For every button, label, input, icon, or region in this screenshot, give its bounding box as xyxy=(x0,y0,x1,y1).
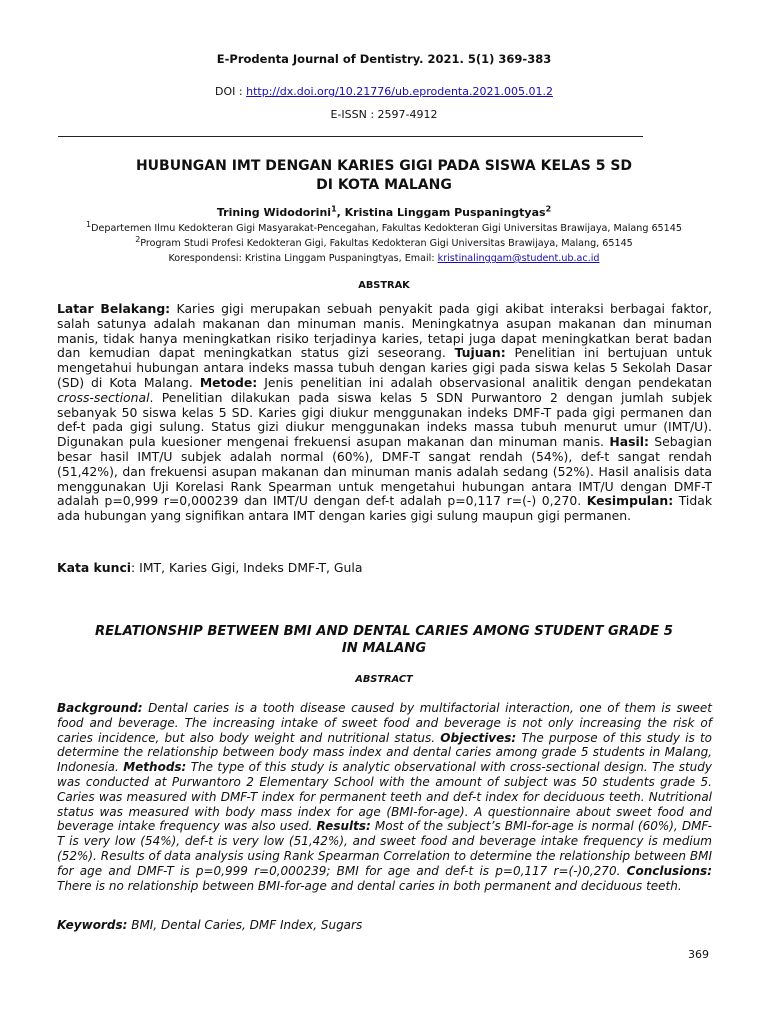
results-label: Results: xyxy=(316,819,371,834)
issn-line: E-ISSN : 2597-4912 xyxy=(330,108,438,121)
objectives-text: The purpose of this study is to determine the relationship between body mass index and dental caries among grade 5 students in Malang, Indonesia. xyxy=(57,730,712,775)
article-title-en xyxy=(0,623,768,657)
email-link[interactable]: kristinalinggam@student.ub.ac.id xyxy=(437,253,600,264)
article-title-id xyxy=(0,157,768,195)
author-list xyxy=(0,206,768,219)
abstract-heading: ABSTRACT xyxy=(355,674,413,685)
correspondence-text: Korespondensi: Kristina Linggam Puspaningtyas, Email: xyxy=(168,253,438,264)
tujuan-text: Penelitian ini bertujuan untuk mengetahui hubungan antara indeks massa tubuh dengan karies gigi pada siswa kelas 5 Sekolah Dasar (SD) di Kota Malang. xyxy=(57,345,712,390)
tujuan-label: Tujuan: xyxy=(454,345,506,361)
hasil-label: Hasil: xyxy=(609,434,649,450)
affiliation-1-sup: 1 xyxy=(86,219,92,229)
affiliation-2 xyxy=(0,234,768,249)
metode-text-2: . Penelitian dilakukan pada siswa kelas 5 SDN Purwantoro 2 dengan jumlah subjek sebanyak 50 siswa kelas 5 SD. Karies gigi diukur menggunakan indeks DMF-T pada gigi permanen dan def-t pada gigi sulung. Status gizi diukur menggunakan indeks massa tubuh menurut umur (IMT/U). Digunakan pula kuesioner mengenai frekuensi asupan makanan dan minuman manis. xyxy=(57,389,712,450)
results-text: Most of the subject’s BMI-for-age is normal (60%), DMF-T is very low (54%), def-t is very low (51,42%), and sweet food and beverage intake frequency is medium (52%). Results of data analysis using Rank Spearman Correlation to determine the relationship between BMI for age and DMF-T is p=0,999 r=0,000239; BMI for age and def-t is p=0,117 r=(-)0,270. xyxy=(57,819,713,878)
keywords-label: Keywords: xyxy=(57,918,128,932)
doi-link[interactable]: http://dx.doi.org/10.21776/ub.eprodenta.2021.005.01.2 xyxy=(246,85,553,98)
abstract-body xyxy=(57,701,712,893)
title-en-line-2: IN MALANG xyxy=(341,641,427,656)
methods-label: Methods: xyxy=(123,760,187,775)
title-id-line-2: DI KOTA MALANG xyxy=(316,177,452,193)
metode-italic: cross-sectional xyxy=(57,389,150,405)
doi-label: DOI : xyxy=(215,85,247,98)
abstrak-heading: ABSTRAK xyxy=(358,280,410,291)
background-label: Background: xyxy=(57,701,143,715)
kata-kunci xyxy=(57,560,712,575)
kata-kunci-label: Kata kunci xyxy=(57,560,132,575)
affiliation-2-text: Program Studi Profesi Kedokteran Gigi, Fakultas Kedokteran Gigi Universitas Brawijaya, Malang, 65145 xyxy=(140,238,633,249)
metode-text-1: Jenis penelitian ini adalah observasional analitik dengan pendekatan xyxy=(257,374,712,390)
header-divider xyxy=(58,136,643,137)
conclusions-label: Conclusions: xyxy=(626,863,712,878)
metode-label: Metode: xyxy=(199,374,258,390)
author-1: Trining Widodorini xyxy=(216,206,332,219)
page-number: 369 xyxy=(688,948,709,961)
kata-kunci-text: : IMT, Karies Gigi, Indeks DMF-T, Gula xyxy=(131,560,363,575)
background-text: Dental caries is a tooth disease caused by multifactorial interaction, one of them is sweet food and beverage. The increasing intake of sweet food and beverage is not only increasing the risk of caries incidence, but also body weight and nutritional status. xyxy=(57,701,712,745)
hasil-text: Sebagian besar hasil IMT/U subjek adalah normal (60%), DMF-T sangat rendah (54%), def-t sangat rendah (51,42%), dan frekuensi asupan makanan dan minuman manis adalah sedang (52%). Hasil analisis data menggunakan Uji Korelasi Rank Spearman untuk mengetahui hubungan antara IMT/U dengan DMF-T adalah p=0,999 r=0,000239 dan IMT/U dengan def-t adalah p=0,117 r=(-) 0,270. xyxy=(57,434,713,509)
title-id-line-1: HUBUNGAN IMT DENGAN KARIES GIGI PADA SISWA KELAS 5 SD xyxy=(135,158,633,174)
methods-text: The type of this study is analytic observational with cross-sectional design. The study was conducted at Purwantoro 2 Elementary School with the amount of subject was 50 students grade 5. Caries was measured with DMF-T index for permanent teeth and def-t index for deciduous teeth. Nutritional status was measured with body mass index for age (BMI-for-age). A questionnaire about sweet food and beverage intake frequency was also used. xyxy=(57,760,712,834)
author-2: Kristina Linggam Puspaningtyas xyxy=(344,206,546,219)
journal-citation: E-Prodenta Journal of Dentistry. 2021. 5(1) 369-383 xyxy=(216,52,552,66)
affiliation-1 xyxy=(0,219,768,234)
abstrak-body xyxy=(57,302,712,524)
kesimpulan-text: Tidak ada hubungan yang signifikan antara IMT dengan karies gigi sulung maupun gigi permanen. xyxy=(57,493,712,524)
affiliation-2-sup: 2 xyxy=(135,234,141,244)
title-en-line-1: RELATIONSHIP BETWEEN BMI AND DENTAL CARIES AMONG STUDENT GRADE 5 xyxy=(95,624,673,639)
latar-belakang-label: Latar Belakang: xyxy=(57,301,171,316)
conclusions-text: There is no relationship between BMI-for-age and dental caries in both permanent and deciduous teeth. xyxy=(57,878,682,893)
affiliation-1-text: Departemen Ilmu Kedokteran Gigi Masyarakat-Pencegahan, Fakultas Kedokteran Gigi Universitas Brawijaya, Malang 65145 xyxy=(91,223,682,234)
author-1-sup: 1 xyxy=(331,204,337,214)
author-2-sup: 2 xyxy=(545,204,552,214)
correspondence-line xyxy=(0,253,768,264)
doi-line xyxy=(0,85,768,98)
objectives-label: Objectives: xyxy=(440,730,517,745)
author-separator: , xyxy=(336,206,345,219)
latar-belakang-text: Karies gigi merupakan sebuah penyakit pada gigi akibat interaksi berbagai faktor, salah satunya adalah makanan dan minuman manis. Meningkatnya asupan makanan dan minuman manis, tidak hanya meningkatkan risiko terjadinya karies, tetapi juga dapat meningkatkan berat badan dan kemudian dapat meningkatkan status gizi seseorang. xyxy=(57,301,712,361)
keywords xyxy=(57,918,712,932)
keywords-text: BMI, Dental Caries, DMF Index, Sugars xyxy=(127,918,363,932)
kesimpulan-label: Kesimpulan: xyxy=(586,493,674,509)
